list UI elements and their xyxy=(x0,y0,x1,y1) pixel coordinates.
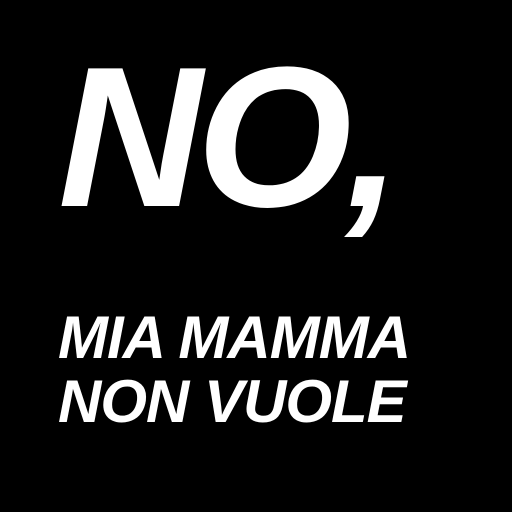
headline-text: NO, xyxy=(58,26,396,249)
subline-second: NON VUOLE xyxy=(58,368,406,435)
subline-first: MIA MAMMA xyxy=(58,304,411,371)
